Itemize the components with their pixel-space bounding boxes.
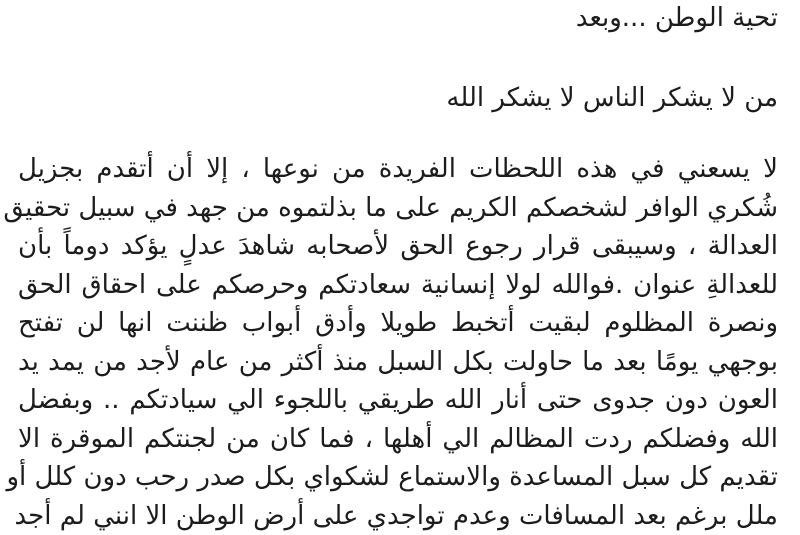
letter-greeting: تحية الوطن ...وبعد [576,0,778,36]
letter-body [18,150,778,535]
letter-body-line: بوجهي يومًا بعد ما حاولت بكل السبل منذ أكثر من عام لأجد من يمد يد [18,343,778,382]
letter-body-line: شُكري الوافر لشخصكم الكريم على ما بذلتموه من جهد في سبيل تحقيق [18,189,778,228]
letter-proverb: من لا يشكر الناس لا يشكر الله [446,80,778,116]
letter-body-line: لا يسعني في هذه اللحظات الفريدة من نوعها ، إلا أن أتقدم بجزيل [18,150,778,189]
letter-body-line: تقديم كل سبل المساعدة والاستماع لشكواي بكل صدر رحب دون كلل أو [18,458,778,497]
letter-body-line: العدالة ، وسيبقى قرار رجوع الحق لأصحابه شاهدَ عدلٍ يؤكد دوماً بأن [18,227,778,266]
letter-body-line: ونصرة المظلوم لبقيت أتخبط طويلا وأدق أبواب ظننت انها لن تفتح [18,304,778,343]
letter-body-line: ملل برغم بعد المسافات وعدم تواجدي على أرض الوطن الا انني لم أجد [18,497,778,535]
letter-body-line: للعدالةِ عنوان .فوالله لولا إنسانية سعادتكم وحرصكم على احقاق الحق [18,266,778,305]
letter-body-line: الله وفضلكم ردت المظالم الي أهلها ، فما كان من لجنتكم الموقرة الا [18,420,778,459]
letter-body-line: العون دون جدوى حتى أنار الله طريقي باللجوء الي سيادتكم .. وبفضل [18,381,778,420]
